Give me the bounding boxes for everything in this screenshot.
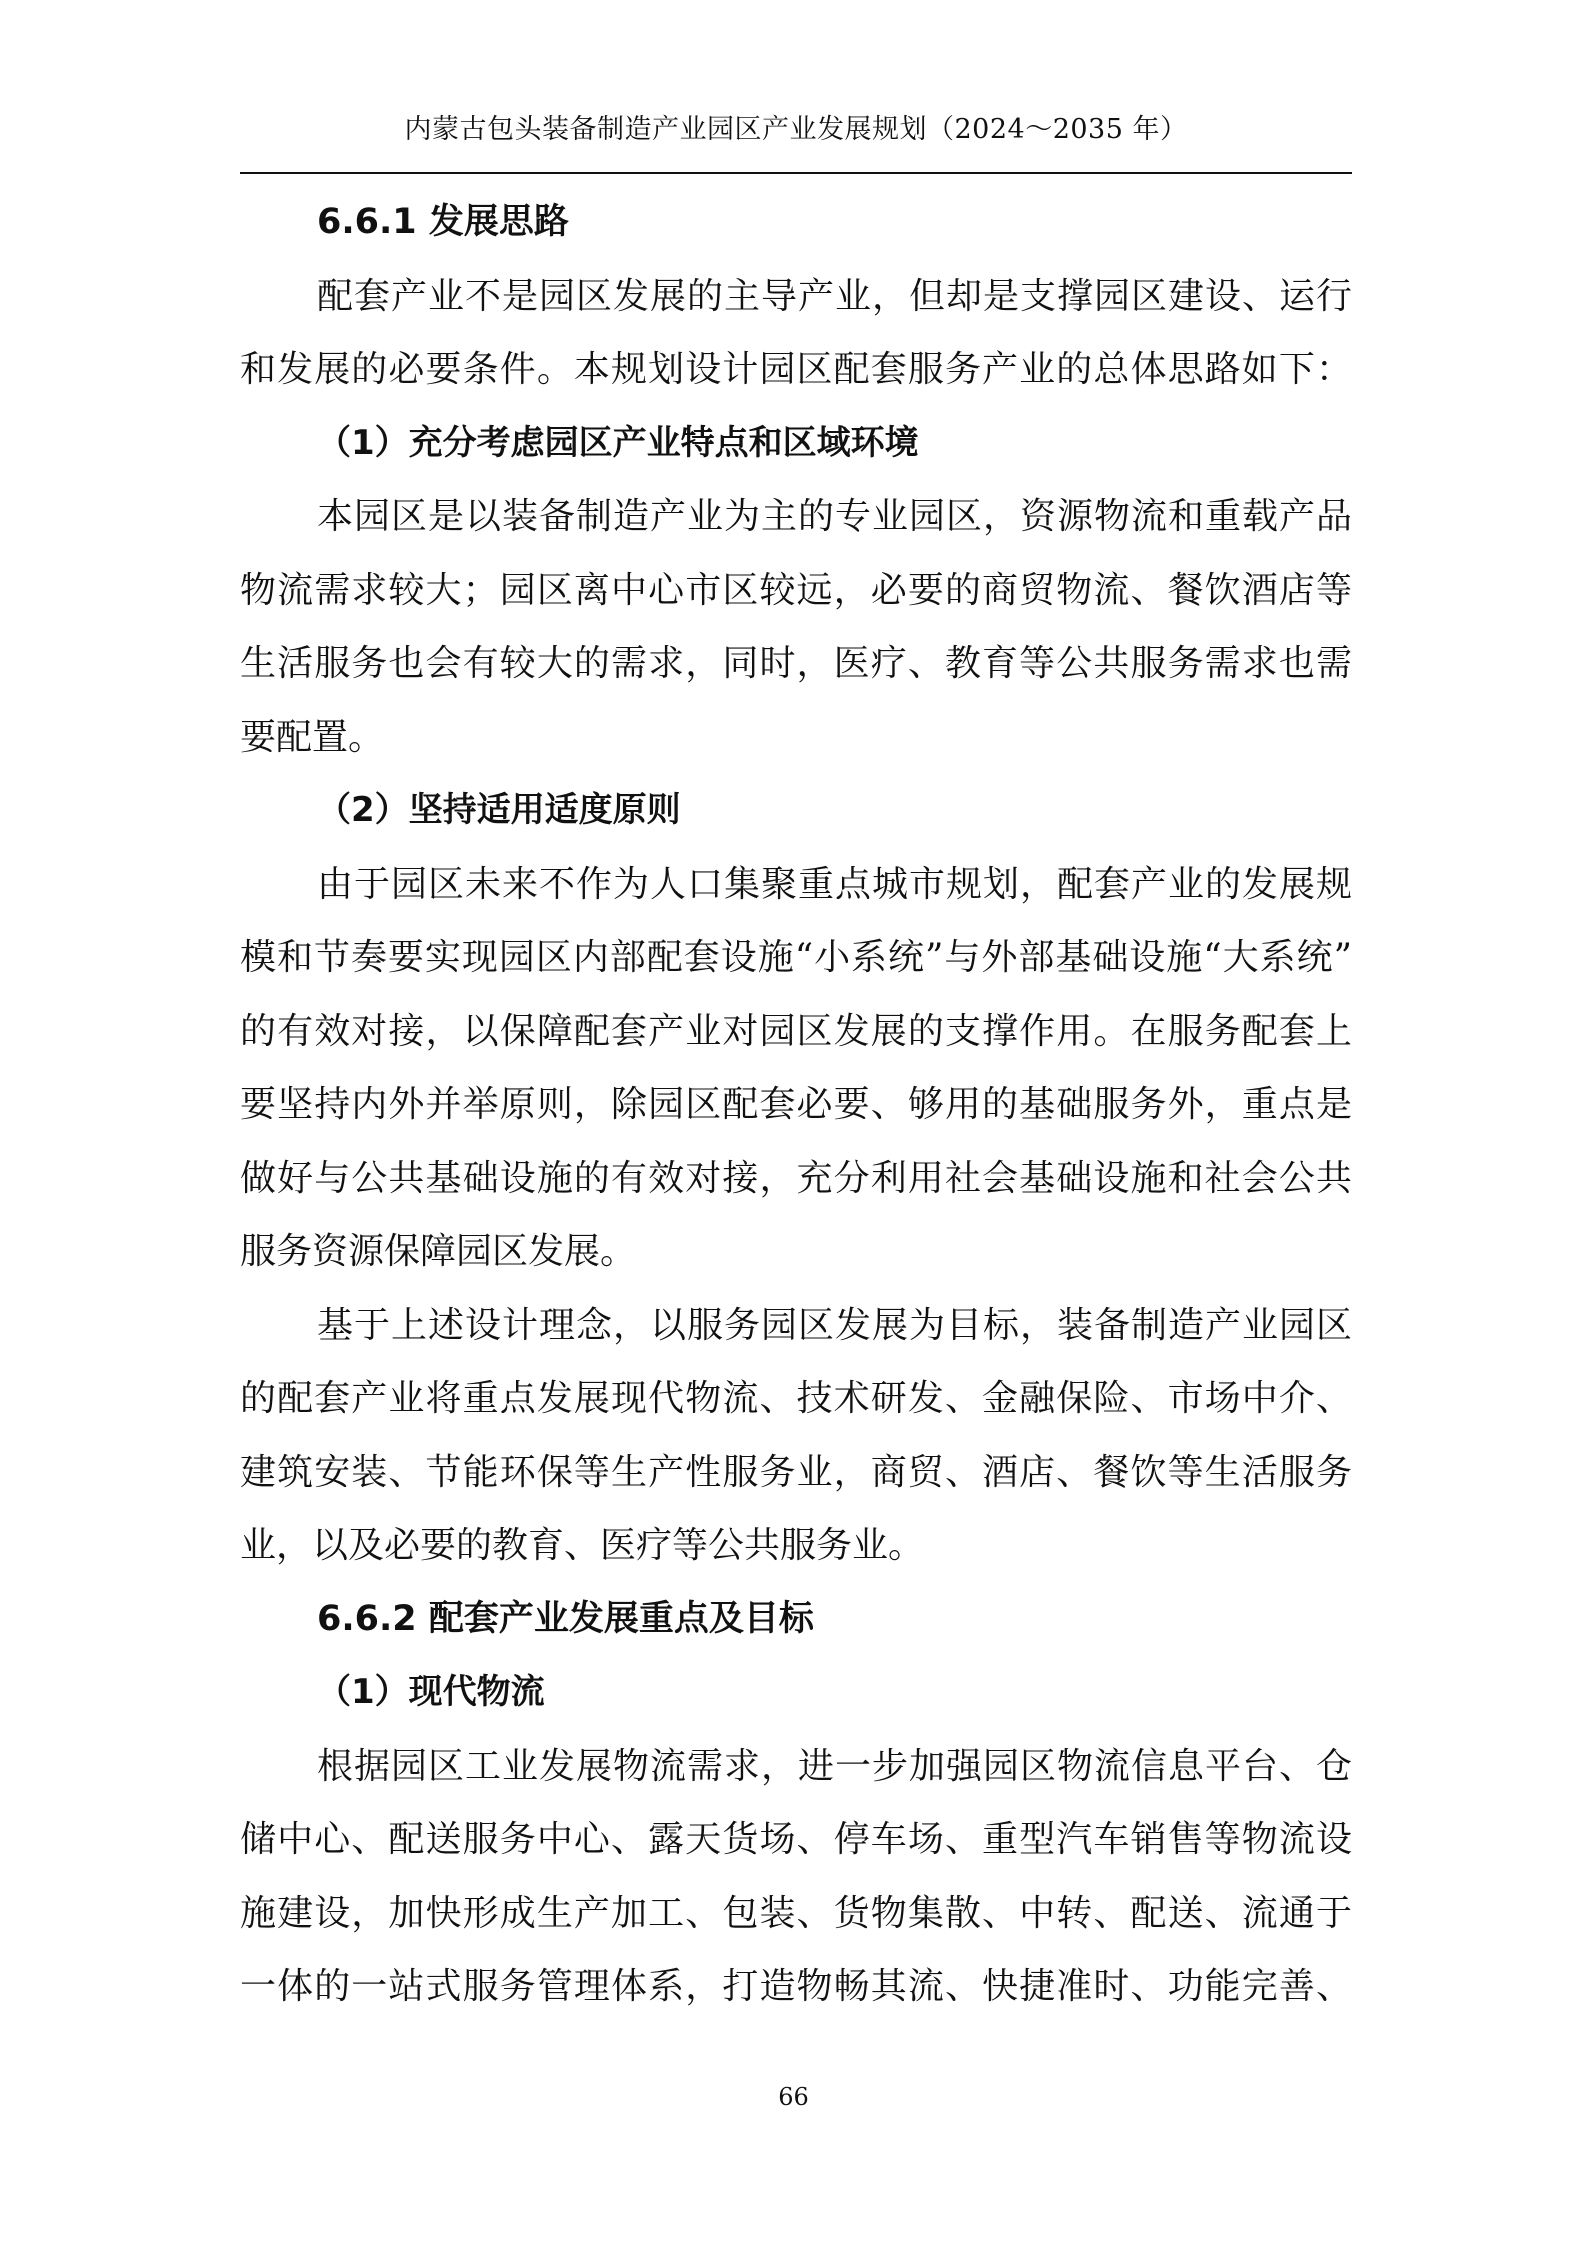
text-line: 本园区是以装备制造产业为主的专业园区，资源物流和重载产品 [317, 496, 1352, 537]
text-line: 物流需求较大；园区离中心市区较远，必要的商贸物流、餐饮酒店等 [240, 569, 1352, 611]
body-content [240, 186, 1352, 2024]
header-rule [240, 172, 1352, 174]
text-line: 模和节奏要实现园区内部配套设施“小系统”与外部基础设施“大系统” [240, 937, 1352, 978]
text-line: 基于上述设计理念，以服务园区发展为目标，装备制造产业园区 [317, 1304, 1352, 1346]
text-line: 和发展的必要条件。本规划设计园区配套服务产业的总体思路如下： [240, 349, 1352, 390]
page-number: 66 [778, 2083, 809, 2111]
text-line: 要配置。 [240, 716, 385, 758]
subsection-heading: （1）充分考虑园区产业特点和区域环境 [317, 422, 919, 463]
text-line: 储中心、配送服务中心、露天货场、停车场、重型汽车销售等物流设 [240, 1819, 1352, 1860]
text-line: 配套产业不是园区发展的主导产业，但却是支撑园区建设、运行 [317, 275, 1352, 317]
section-heading: 6.6.1 发展思路 [317, 202, 569, 242]
text-line: 生活服务也会有较大的需求，同时，医疗、教育等公共服务需求也需 [240, 643, 1352, 684]
section-heading: 6.6.2 配套产业发展重点及目标 [317, 1598, 814, 1639]
text-line: 的配套产业将重点发展现代物流、技术研发、金融保险、市场中介、 [240, 1378, 1352, 1419]
text-line: 建筑安装、节能环保等生产性服务业，商贸、酒店、餐饮等生活服务 [240, 1451, 1352, 1493]
text-line: 的有效对接，以保障配套产业对园区发展的支撑作用。在服务配套上 [240, 1010, 1352, 1052]
text-line: 由于园区未来不作为人口集聚重点城市规划，配套产业的发展规 [317, 863, 1352, 905]
text-line: 要坚持内外并举原则，除园区配套必要、够用的基础服务外，重点是 [240, 1084, 1352, 1125]
subsection-heading: （1）现代物流 [317, 1672, 545, 1712]
text-line: 做好与公共基础设施的有效对接，充分利用社会基础设施和社会公共 [240, 1157, 1352, 1199]
text-line: 施建设，加快形成生产加工、包装、货物集散、中转、配送、流通于 [240, 1892, 1352, 1934]
text-line: 一体的一站式服务管理体系，打造物畅其流、快捷准时、功能完善、 [240, 1966, 1352, 2007]
text-line: 业，以及必要的教育、医疗等公共服务业。 [240, 1525, 925, 1566]
text-line: 根据园区工业发展物流需求，进一步加强园区物流信息平台、仓 [317, 1745, 1352, 1787]
text-line: 服务资源保障园区发展。 [240, 1231, 637, 1272]
subsection-heading: （2）坚持适用适度原则 [317, 790, 681, 830]
running-header: 内蒙古包头装备制造产业园区产业发展规划（2024～2035 年） [404, 114, 1188, 145]
